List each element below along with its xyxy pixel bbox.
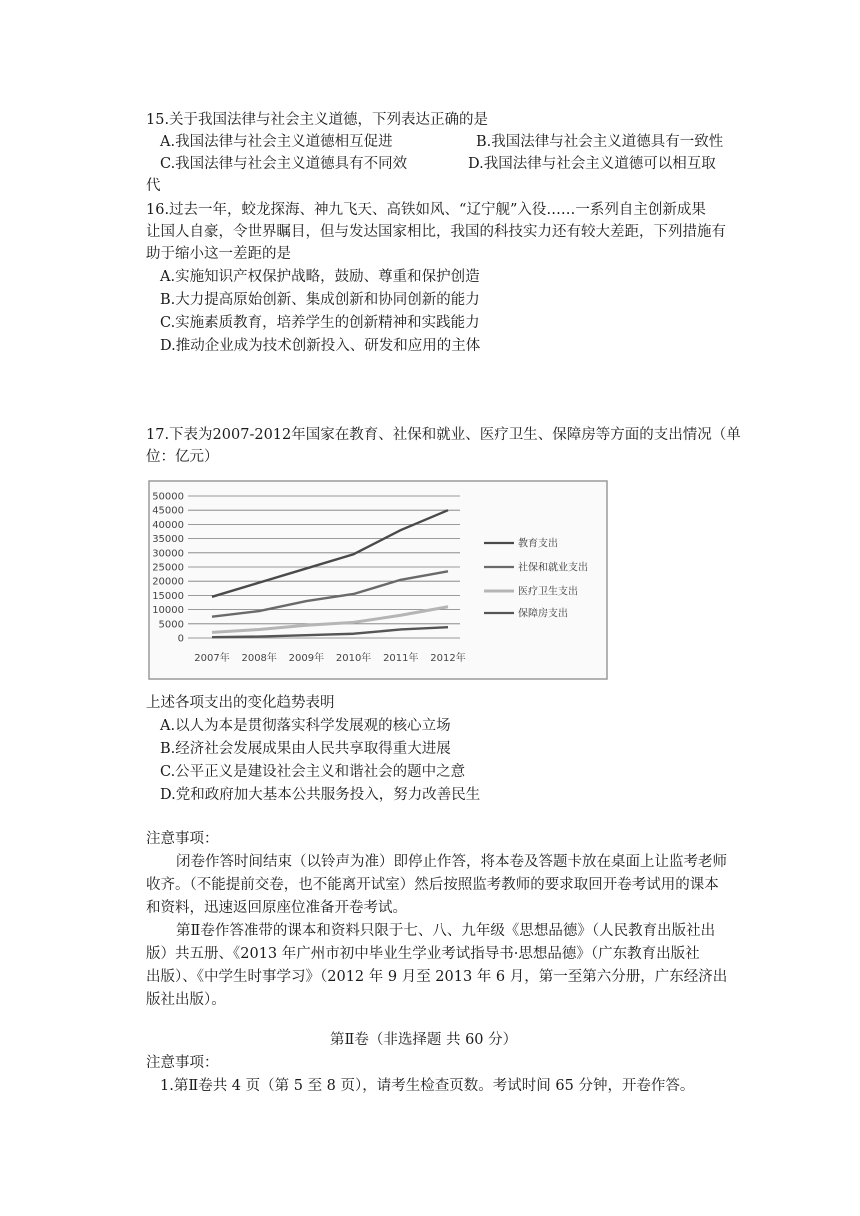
q16-stem-line1: 16.过去一年，蛟龙探海、神九飞天、高铁如风、“辽宁舰”入役……一系列自主创新成果 [146, 202, 706, 218]
y-tick-label: 45000 [152, 505, 184, 517]
legend-label: 社保和就业支出 [518, 562, 588, 574]
notice-title: 注意事项： [146, 831, 219, 847]
q17-after-chart: 上述各项支出的变化趋势表明 [146, 695, 335, 711]
notice-para2-line1: 第Ⅱ卷作答准带的课本和资料只限于七、八、九年级《思想品德》（人民教育出版社出 [176, 923, 716, 939]
section2-item1: 1.第Ⅱ卷共 4 页（第 5 至 8 页），请考生检查页数。考试时间 65 分钟，开卷作答。 [160, 1078, 695, 1094]
y-tick-label: 20000 [152, 576, 184, 588]
q16-stem-line3: 助于缩小这一差距的是 [146, 246, 291, 262]
expenditure-line-chart [148, 480, 608, 680]
x-tick-label: 2007年 [194, 653, 230, 664]
notice-para1-line2: 收齐。（不能提前交卷，也不能离开试室）然后按照监考教师的要求取回开卷考试用的课本 [146, 877, 719, 893]
x-tick-label: 2010年 [335, 653, 372, 664]
y-tick-label: 5000 [158, 619, 184, 631]
x-tick-label: 2011年 [383, 653, 419, 664]
q16-option-c: C.实施素质教育，培养学生的创新精神和实践能力 [160, 315, 480, 331]
y-tick-label: 25000 [152, 562, 184, 574]
q15-stem: 15.关于我国法律与社会主义道德，下列表达正确的是 [146, 112, 489, 128]
q16-option-d: D.推动企业成为技术创新投入、研发和应用的主体 [160, 338, 481, 354]
q17-option-c: C.公平正义是建设社会主义和谐社会的题中之意 [160, 764, 466, 780]
q15-option-a: A.我国法律与社会主义道德相互促进 [160, 134, 393, 150]
q17-option-b: B.经济社会发展成果由人民共享取得重大进展 [160, 741, 451, 757]
q17-option-d: D.党和政府加大基本公共服务投入，努力改善民生 [160, 787, 481, 803]
q17-stem-line1: 17.下表为2007-2012年国家在教育、社保和就业、医疗卫生、保障房等方面的支出情况（单 [146, 427, 741, 443]
q16-option-b: B.大力提高原始创新、集成创新和协同创新的能力 [160, 292, 480, 308]
x-tick-label: 2008年 [241, 653, 277, 664]
q15-option-c: C.我国法律与社会主义道德具有不同效 [160, 156, 408, 172]
notice-para1-line1: 闭卷作答时间结束（以铃声为准）即停止作答，将本卷及答题卡放在桌面上让监考老师 [176, 854, 727, 870]
q16-option-a: A.实施知识产权保护战略，鼓励、尊重和保护创造 [160, 269, 480, 285]
q15-option-d: D.我国法律与社会主义道德可以相互取 [468, 156, 716, 172]
y-tick-label: 0 [177, 633, 184, 645]
q16-stem-line2: 让国人自豪，令世界瞩目，但与发达国家相比，我国的科技实力还有较大差距，下列措施有 [146, 224, 726, 240]
notice-para2-line3: 出版）、《中学生时事学习》（2012 年 9 月至 2013 年 6 月，第一至第六分册，广东经济出 [146, 969, 728, 985]
notice-para2-line2: 版）共五册、《2013 年广州市初中毕业生学业考试指导书·思想品德》（广东教育出版社 [146, 946, 700, 962]
q17-option-a: A.以人为本是贯彻落实科学发展观的核心立场 [160, 718, 451, 734]
legend-label: 保障房支出 [518, 608, 568, 620]
notice-para1-line3: 和资料，迅速返回原座位准备开卷考试。 [146, 900, 407, 916]
q15-overflow: 代 [146, 178, 161, 194]
q17-stem-line2: 位：亿元） [146, 449, 219, 465]
section2-notice-title: 注意事项： [146, 1055, 219, 1071]
y-tick-label: 10000 [152, 605, 184, 617]
notice-para2-line4: 版社出版）。 [146, 992, 226, 1008]
section2-title: 第Ⅱ卷（非选择题 共 60 分） [330, 1032, 518, 1048]
y-tick-label: 40000 [152, 519, 184, 531]
x-tick-label: 2009年 [288, 653, 325, 664]
x-tick-label: 2012年 [430, 653, 466, 664]
chart-frame [149, 481, 607, 679]
y-tick-label: 30000 [152, 548, 184, 560]
y-tick-label: 50000 [152, 491, 184, 503]
legend-label: 医疗卫生支出 [518, 586, 578, 598]
y-tick-label: 15000 [152, 590, 184, 602]
legend-label: 教育支出 [518, 538, 558, 550]
y-tick-label: 35000 [152, 534, 184, 546]
q15-option-b: B.我国法律与社会主义道德具有一致性 [476, 134, 724, 150]
